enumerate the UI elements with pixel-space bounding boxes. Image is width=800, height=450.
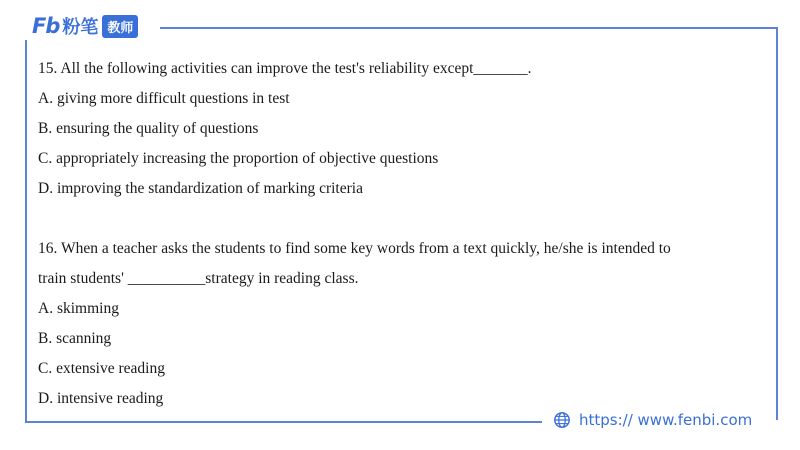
question-16 [38, 234, 768, 414]
question-spacer [38, 204, 768, 234]
globe-icon [553, 411, 571, 429]
option-b: B. scanning [38, 330, 112, 347]
frame-right-border [776, 27, 778, 420]
question-15 [38, 54, 768, 204]
frame-left-border [25, 40, 27, 422]
logo-name: 粉笔 [62, 17, 99, 38]
option-c: C. extensive reading [38, 360, 165, 377]
brand-logo [32, 12, 138, 40]
footer-url [553, 408, 752, 432]
frame-bottom-border [25, 421, 542, 423]
question-stem: 16. When a teacher asks the students to find some key words from a text quickly, he/she is intended to [38, 240, 671, 257]
option-c: C. appropriately increasing the proportion of objective questions [38, 150, 439, 167]
logo-mark: Fb [32, 14, 60, 38]
option-d: D. improving the standardization of marking criteria [38, 180, 363, 197]
question-stem-continued: train students' __________strategy in reading class. [38, 270, 359, 287]
option-a: A. skimming [38, 300, 119, 317]
logo-badge: 教师 [102, 15, 138, 38]
website-url[interactable]: https:// www.fenbi.com [579, 411, 753, 429]
frame-top-border [160, 27, 778, 29]
question-content [38, 54, 768, 414]
option-d: D. intensive reading [38, 390, 164, 407]
question-stem: 15. All the following activities can improve the test's reliability except_______. [38, 60, 532, 77]
option-a: A. giving more difficult questions in test [38, 90, 290, 107]
option-b: B. ensuring the quality of questions [38, 120, 259, 137]
